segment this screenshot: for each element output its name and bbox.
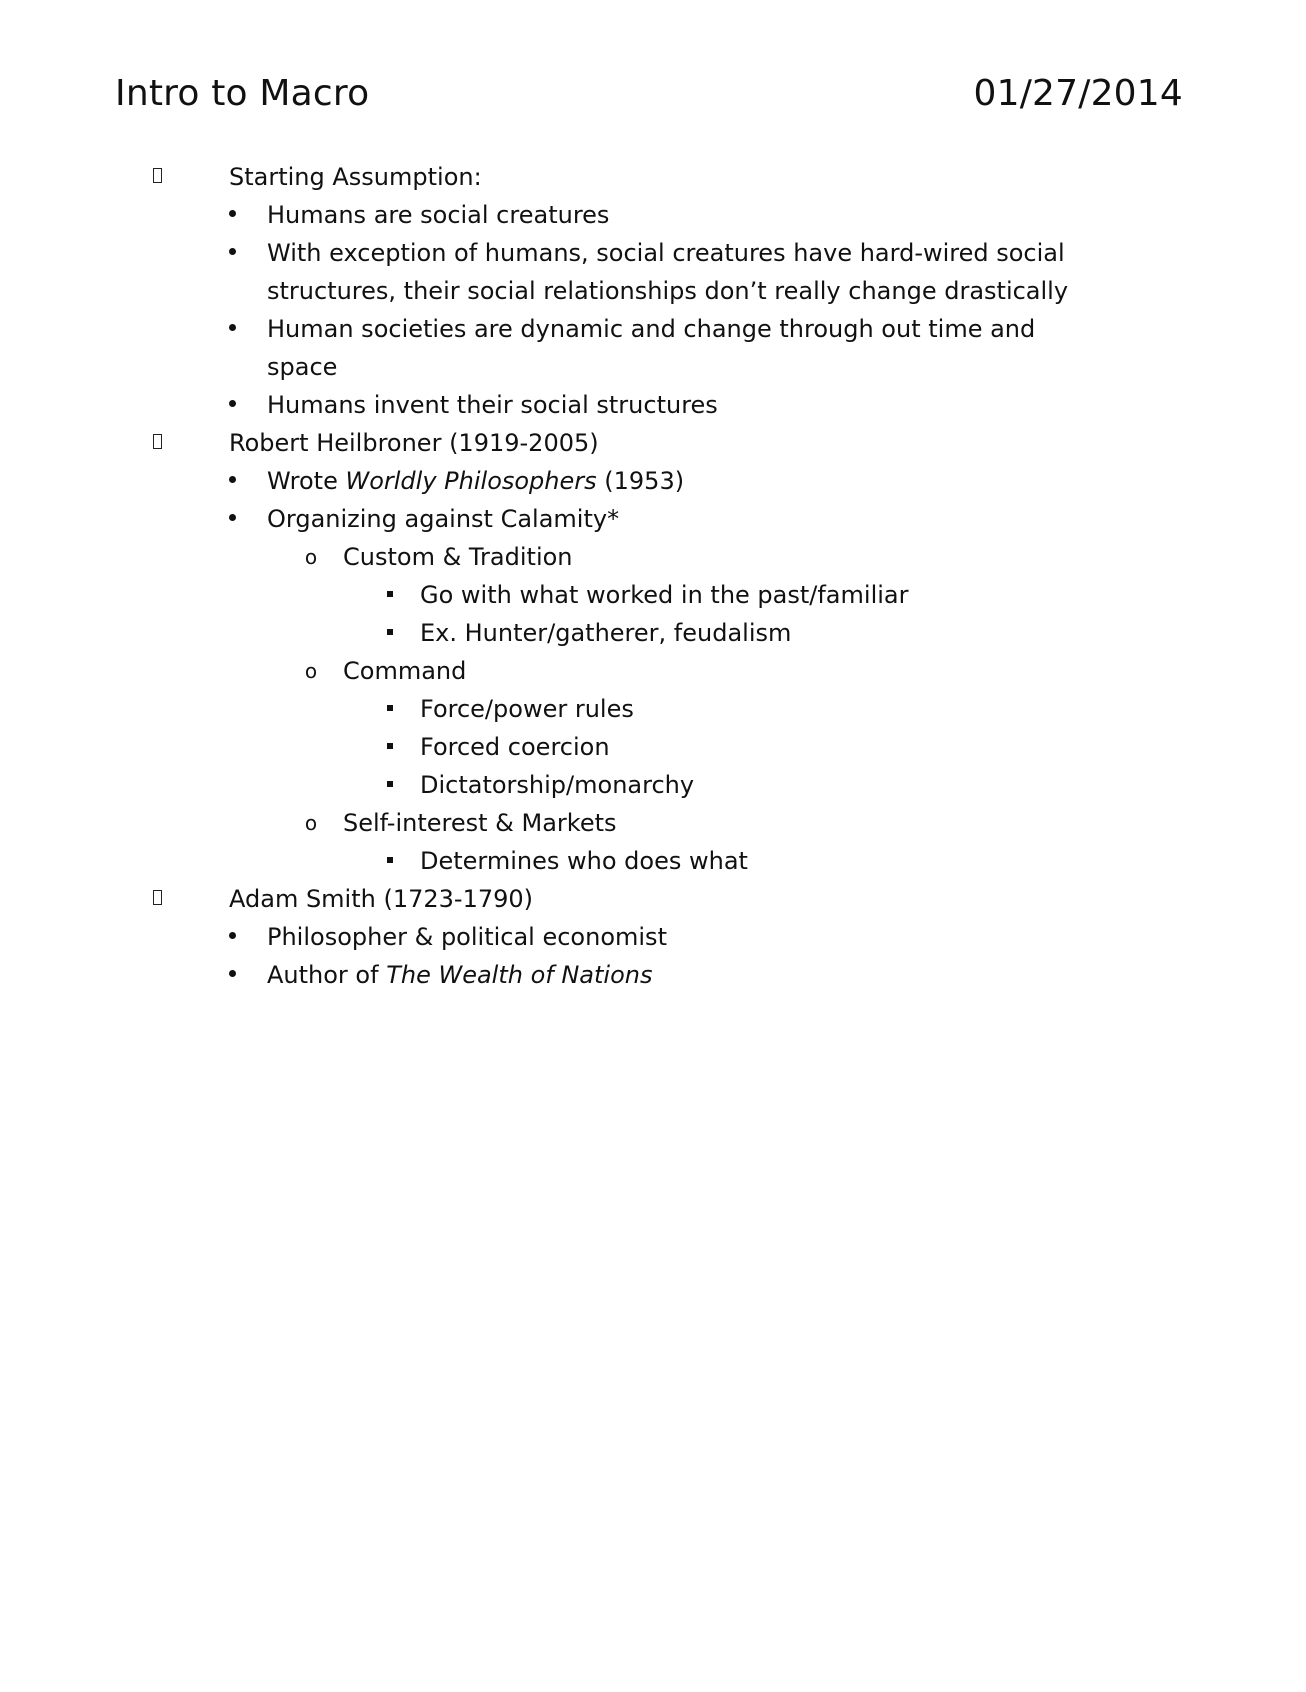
bullet-continuation: structures, their social relationships don’t really change drastically bbox=[267, 277, 1069, 305]
sub-sub-bullet-text: Determines who does what bbox=[420, 847, 748, 875]
bullet-dot-icon bbox=[220, 956, 244, 994]
bullet-text: Organizing against Calamity* bbox=[267, 505, 620, 533]
bullet-text: With exception of humans, social creatures have hard-wired social bbox=[267, 239, 1065, 267]
missing-glyph-box-icon bbox=[145, 158, 169, 196]
heading-text: Robert Heilbroner (1919-2005) bbox=[229, 429, 599, 457]
sub-bullet-text: Self-interest & Markets bbox=[343, 809, 617, 837]
heading-text: Adam Smith (1723-1790) bbox=[229, 885, 534, 913]
sub-bullet-item bbox=[0, 538, 1306, 576]
sub-sub-bullet-item bbox=[0, 690, 1306, 728]
square-bullet-icon bbox=[378, 842, 402, 880]
sub-sub-bullet-item bbox=[0, 842, 1306, 880]
book-title: The Wealth of Nations bbox=[386, 961, 653, 989]
bullet-dot-icon bbox=[220, 500, 244, 538]
bullet-item bbox=[0, 196, 1306, 234]
bullet-dot-icon bbox=[220, 234, 244, 272]
sub-sub-bullet-text: Go with what worked in the past/familiar bbox=[420, 581, 909, 609]
sub-bullet-text: Custom & Tradition bbox=[343, 543, 573, 571]
bullet-text: Humans are social creatures bbox=[267, 201, 610, 229]
book-title: Worldly Philosophers bbox=[345, 467, 597, 495]
notes-outline bbox=[0, 158, 1306, 994]
bullet-item bbox=[0, 234, 1306, 272]
sub-sub-bullet-item bbox=[0, 576, 1306, 614]
bullet-text-prefix: Author of bbox=[267, 961, 387, 989]
circle-bullet-icon: o bbox=[304, 545, 318, 569]
bullet-item bbox=[0, 500, 1306, 538]
sub-sub-bullet-item bbox=[0, 766, 1306, 804]
document-title: Intro to Macro bbox=[115, 73, 370, 114]
bullet-dot-icon bbox=[220, 462, 244, 500]
sub-sub-bullet-text: Forced coercion bbox=[420, 733, 610, 761]
bullet-dot-icon bbox=[220, 386, 244, 424]
circle-bullet-icon: o bbox=[304, 811, 318, 835]
square-bullet-icon bbox=[378, 766, 402, 804]
sub-sub-bullet-text: Dictatorship/monarchy bbox=[420, 771, 695, 799]
bullet-dot-icon bbox=[220, 918, 244, 956]
document-date: 01/27/2014 bbox=[973, 73, 1183, 114]
sub-sub-bullet-text: Force/power rules bbox=[420, 695, 634, 723]
sub-bullet-item bbox=[0, 652, 1306, 690]
bullet-item bbox=[0, 386, 1306, 424]
missing-glyph-box-icon bbox=[145, 424, 169, 462]
outline-heading bbox=[0, 424, 1306, 462]
bullet-text-prefix: Wrote bbox=[267, 467, 346, 495]
square-bullet-icon bbox=[378, 614, 402, 652]
sub-sub-bullet-text: Ex. Hunter/gatherer, feudalism bbox=[420, 619, 792, 647]
bullet-text-suffix: (1953) bbox=[596, 467, 685, 495]
bullet-item bbox=[0, 956, 1306, 994]
bullet-item bbox=[0, 462, 1306, 500]
square-bullet-icon bbox=[378, 728, 402, 766]
missing-glyph-box-icon bbox=[145, 880, 169, 918]
outline-heading bbox=[0, 880, 1306, 918]
bullet-text: Philosopher & political economist bbox=[267, 923, 667, 951]
heading-text: Starting Assumption: bbox=[229, 163, 482, 191]
bullet-text: Human societies are dynamic and change through out time and bbox=[267, 315, 1036, 343]
sub-sub-bullet-item bbox=[0, 614, 1306, 652]
bullet-item bbox=[0, 310, 1306, 348]
outline-heading bbox=[0, 158, 1306, 196]
sub-sub-bullet-item bbox=[0, 728, 1306, 766]
bullet-text: Humans invent their social structures bbox=[267, 391, 718, 419]
sub-bullet-item bbox=[0, 804, 1306, 842]
bullet-dot-icon bbox=[220, 196, 244, 234]
bullet-dot-icon bbox=[220, 310, 244, 348]
bullet-continuation: space bbox=[267, 353, 338, 381]
sub-bullet-text: Command bbox=[343, 657, 467, 685]
square-bullet-icon bbox=[378, 690, 402, 728]
square-bullet-icon bbox=[378, 576, 402, 614]
circle-bullet-icon: o bbox=[304, 659, 318, 683]
bullet-item bbox=[0, 918, 1306, 956]
